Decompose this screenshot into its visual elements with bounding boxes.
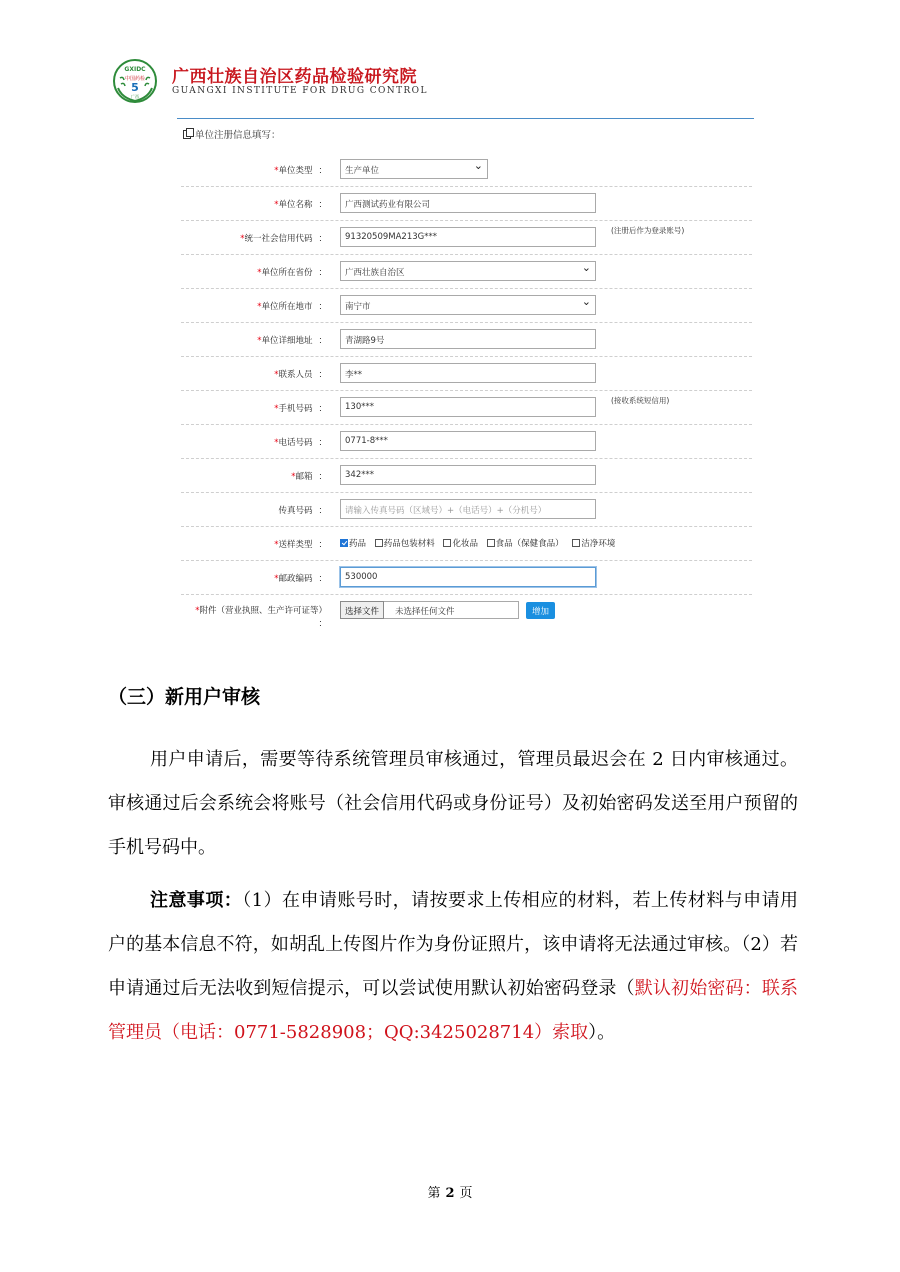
institute-logo — [112, 58, 158, 104]
note-red-text: 默认初始密码：联系管理员（电话：0771-5828908；QQ:3425028714）索取 — [108, 978, 798, 1043]
mobile-hint: (接收系统短信用) — [611, 396, 670, 405]
row-postcode: *邮政编码 ： 530000 — [181, 561, 752, 595]
postcode-input[interactable]: 530000 — [340, 567, 596, 587]
document-icon — [183, 130, 191, 139]
label-attachment: 附件（营业执照、生产许可证等） — [199, 606, 327, 616]
label-fax: 传真号码 — [278, 506, 313, 516]
page-footer: 第 2 页 — [427, 1186, 473, 1201]
checkbox-icon[interactable] — [443, 539, 451, 547]
label-contact: 联系人员 — [278, 370, 313, 380]
label-postcode: 邮政编码 — [278, 574, 313, 584]
org-name-cn: 广西壮族自治区药品检验研究院 — [172, 67, 417, 87]
unit-name-input[interactable]: 广西测试药业有限公司 — [340, 193, 596, 213]
credit-code-hint: (注册后作为登录账号) — [611, 226, 685, 235]
svg-text:5: 5 — [131, 81, 139, 94]
form-title — [183, 127, 281, 141]
logo-text-mid: 中国药检 — [124, 76, 146, 82]
label-province: 单位所在省份 — [261, 268, 313, 278]
label-mobile: 手机号码 — [278, 404, 313, 414]
mobile-input[interactable]: 130*** — [340, 397, 596, 417]
row-email: *邮箱 ： 342*** — [181, 459, 752, 493]
note-label: 注意事项 — [150, 890, 224, 911]
checkbox-icon[interactable] — [572, 539, 580, 547]
label-address: 单位详细地址 — [261, 336, 313, 346]
email-input[interactable]: 342*** — [340, 465, 596, 485]
label-unit-type: 单位类型 — [278, 166, 313, 176]
checkbox-icon[interactable] — [487, 539, 495, 547]
row-contact: *联系人员 ： 李** — [181, 357, 752, 391]
checkbox-icon[interactable] — [375, 539, 383, 547]
row-mobile: *手机号码 ： 130*** (接收系统短信用) — [181, 391, 752, 425]
contact-input[interactable]: 李** — [340, 363, 596, 383]
logo-text-top: GXIDC — [124, 66, 146, 73]
sample-option-food[interactable]: 食品（保健食品） — [487, 539, 564, 549]
row-sample-type: *送样类型 ： 药品 药品包装材料 化妆品 食品（保健食品） 洁净环境 — [181, 527, 752, 561]
phone-input[interactable]: 0771-8*** — [340, 431, 596, 451]
sample-option-clean-env[interactable]: 洁净环境 — [572, 539, 615, 549]
form-title-text: 单位注册信息填写： — [195, 130, 281, 141]
label-city: 单位所在地市 — [261, 302, 313, 312]
sample-type-checkboxes — [340, 537, 621, 549]
label-email: 邮箱 — [295, 472, 313, 482]
row-phone: *电话号码 ： 0771-8*** — [181, 425, 752, 459]
org-name-en: GUANGXI INSTITUTE FOR DRUG CONTROL — [172, 86, 428, 96]
row-attachment: *附件（营业执照、生产许可证等） ： 选择文件 未选择任何文件 增加 — [181, 595, 752, 641]
row-city: *单位所在地市 ： 南宁市 ⌄ — [181, 289, 752, 323]
sample-option-drug[interactable]: 药品 — [340, 539, 366, 549]
add-attachment-button[interactable]: 增加 — [526, 602, 555, 619]
paragraph-notes: 注意事项：（1）在申请账号时，请按要求上传相应的材料，若上传材料与申请用户的基本信息不符，如胡乱上传图片作为身份证照片，该申请将无法通过审核。（2）若申请通过后无法收到短信提示，可以尝试使用默认初始密码登录（默认初始密码：联系管理员（电话：0771-5828908；QQ:3425028714）索取）。 — [108, 890, 799, 1043]
fax-input[interactable]: 请输入传真号码（区域号）+（电话号）+（分机号） — [340, 499, 596, 519]
sample-option-cosmetics[interactable]: 化妆品 — [443, 539, 478, 549]
logo-text-bottom: 广西 — [131, 94, 139, 99]
file-status: 未选择任何文件 — [395, 607, 455, 617]
paragraph-review-text: 用户申请后，需要等待系统管理员审核通过，管理员最迟会在 2 日内审核通过。审核通过后会系统会将账号（社会信用代码或身份证号）及初始密码发送至用户预留的手机号码中。 — [108, 749, 798, 858]
registration-form — [177, 118, 754, 640]
row-fax: 传真号码 ： 请输入传真号码（区域号）+（电话号）+（分机号） — [181, 493, 752, 527]
province-select[interactable]: 广西壮族自治区 ⌄ — [340, 261, 596, 281]
page-number: 2 — [445, 1186, 455, 1201]
address-input[interactable]: 青湖路9号 — [340, 329, 596, 349]
section-heading: （三）新用户审核 — [108, 686, 261, 708]
label-credit-code: 统一社会信用代码 — [244, 234, 313, 244]
credit-code-input[interactable]: 91320509MA213G*** — [340, 227, 596, 247]
label-phone: 电话号码 — [278, 438, 313, 448]
row-unit-name: *单位名称 ： 广西测试药业有限公司 — [181, 187, 752, 221]
row-unit-type: *单位类型 ： 生产单位 ⌄ — [181, 153, 752, 187]
note-text: （1）在申请账号时，请按要求上传相应的材料，若上传材料与申请用户的基本信息不符，如胡乱上传图片作为身份证照片，该申请将无法通过审核。（2）若申请通过后无法收到短信提示，可以尝试使用默认初始密码登录（ — [108, 890, 799, 999]
paragraph-review — [108, 738, 798, 870]
unit-type-select[interactable]: 生产单位 ⌄ — [340, 159, 488, 179]
label-unit-name: 单位名称 — [278, 200, 313, 210]
city-select[interactable]: 南宁市 ⌄ — [340, 295, 596, 315]
note-end: ）。 — [588, 1022, 616, 1043]
label-sample-type: 送样类型 — [278, 540, 313, 550]
row-province: *单位所在省份 ： 广西壮族自治区 ⌄ — [181, 255, 752, 289]
row-address: *单位详细地址 ： 青湖路9号 — [181, 323, 752, 357]
checkbox-checked-icon[interactable] — [340, 539, 348, 547]
choose-file-button[interactable]: 选择文件 — [340, 601, 384, 619]
row-credit-code: *统一社会信用代码 ： 91320509MA213G*** (注册后作为登录账号) — [181, 221, 752, 255]
sample-option-packaging[interactable]: 药品包装材料 — [375, 539, 435, 549]
